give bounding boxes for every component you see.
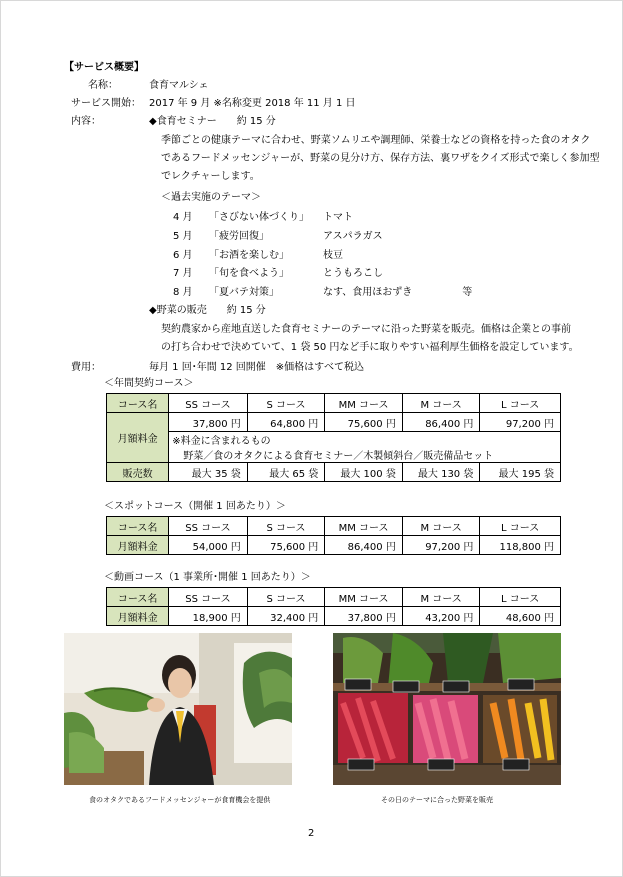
seminar-desc-line: 季節ごとの健康テーマに合わせ、野菜ソムリエや調理師、栄養士などの資格を持った食のオタク	[161, 135, 591, 146]
sales-desc-line: 契約農家から産地直送した食育セミナーのテーマに沿った野菜を販売。価格は企業との事前	[161, 324, 571, 335]
price-cell: 118,800 円	[480, 536, 561, 555]
seminar-desc-line: であるフードメッセンジャーが、野菜の見分け方、保存方法、裏ワザをクイズ形式で楽しく参加型	[161, 153, 600, 164]
section-title: 【サービス概要】	[64, 62, 144, 73]
header-cell: コース名	[107, 394, 169, 413]
seminar-heading: ◆食育セミナー 約 15 分	[149, 116, 276, 127]
sales-cell: 最大 35 袋	[169, 463, 248, 482]
theme-title: 「夏バテ対策」	[209, 287, 279, 298]
seminar-desc-line: でレクチャーします。	[161, 171, 260, 182]
course-cell: MM コース	[325, 394, 403, 413]
table-row	[107, 517, 561, 536]
price-label-cell: 月額料金	[107, 607, 169, 626]
spot-table-title: ＜スポットコース（開催 1 回あたり）＞	[104, 501, 286, 512]
course-cell: S コース	[247, 588, 325, 607]
theme-month: 5 月	[173, 231, 193, 242]
header-cell: コース名	[107, 517, 169, 536]
start-value: 2017 年 9 月 ※名称変更 2018 年 11 月 1 日	[149, 98, 356, 109]
theme-veg: アスパラガス	[323, 231, 383, 242]
note-cell: ※料金に含まれるもの	[169, 432, 561, 448]
course-cell: S コース	[247, 517, 325, 536]
spot-course-table	[106, 516, 561, 555]
theme-veg: 枝豆	[323, 250, 343, 261]
table-row	[107, 463, 561, 482]
price-cell: 75,600 円	[247, 536, 325, 555]
course-cell: SS コース	[169, 588, 248, 607]
theme-title: 「さびない体づくり」	[209, 212, 309, 223]
course-cell: SS コース	[169, 394, 248, 413]
table-row	[107, 413, 561, 432]
table-row	[107, 447, 561, 463]
theme-veg: とうもろこし	[323, 268, 383, 279]
theme-title: 「旬を食べよう」	[209, 268, 289, 279]
sales-cell: 最大 100 袋	[325, 463, 403, 482]
course-cell: L コース	[480, 394, 561, 413]
sales-label-cell: 販売数	[107, 463, 169, 482]
price-cell: 32,400 円	[247, 607, 325, 626]
price-cell: 97,200 円	[480, 413, 561, 432]
fee-value: 毎月 1 回･年間 12 回開催 ※価格はすべて税込	[149, 362, 364, 373]
theme-veg: なす、食用ほおずき 等	[323, 287, 473, 298]
course-cell: M コース	[402, 517, 480, 536]
price-cell: 54,000 円	[169, 536, 248, 555]
course-cell: M コース	[402, 588, 480, 607]
price-cell: 86,400 円	[325, 536, 403, 555]
table-row	[107, 607, 561, 626]
theme-title: 「疲労回復」	[209, 231, 269, 242]
theme-month: 8 月	[173, 287, 193, 298]
theme-month: 6 月	[173, 250, 193, 261]
annual-course-table	[106, 393, 561, 482]
price-cell: 86,400 円	[402, 413, 480, 432]
course-cell: L コース	[480, 517, 561, 536]
note-cell: 野菜／食のオタクによる食育セミナー／木製傾斜台／販売備品セット	[169, 447, 561, 463]
sales-cell: 最大 130 袋	[402, 463, 480, 482]
sales-cell: 最大 65 袋	[247, 463, 325, 482]
price-cell: 48,600 円	[480, 607, 561, 626]
theme-month: 4 月	[173, 212, 193, 223]
price-cell: 18,900 円	[169, 607, 248, 626]
content-label: 内容：	[71, 116, 101, 127]
vegetables-photo	[333, 633, 561, 785]
page-number: 2	[308, 828, 315, 839]
past-themes-title: ＜過去実施のテーマ＞	[161, 192, 261, 203]
video-table-title: ＜動画コース（1 事業所･開催 1 回あたり）＞	[104, 572, 311, 583]
video-course-table	[106, 587, 561, 626]
price-label-cell: 月額料金	[107, 536, 169, 555]
course-cell: L コース	[480, 588, 561, 607]
course-cell: M コース	[402, 394, 480, 413]
sales-desc-line: の打ち合わせで決めていて、1 袋 50 円など手に取りやすい福利厚生価格を設定しています。	[161, 342, 579, 353]
theme-month: 7 月	[173, 268, 193, 279]
price-cell: 37,800 円	[169, 413, 248, 432]
sales-cell: 最大 195 袋	[480, 463, 561, 482]
name-label: 名称：	[88, 80, 118, 91]
table-row	[107, 432, 561, 448]
course-cell: MM コース	[325, 517, 403, 536]
start-label: サービス開始：	[71, 98, 141, 109]
price-cell: 43,200 円	[402, 607, 480, 626]
price-cell: 75,600 円	[325, 413, 403, 432]
table-row	[107, 588, 561, 607]
price-label-cell: 月額料金	[107, 413, 169, 463]
seminar-photo	[64, 633, 292, 785]
price-cell: 64,800 円	[247, 413, 325, 432]
caption-left: 食のオタクであるフードメッセンジャーが食育機会を提供	[89, 796, 271, 804]
table-row	[107, 394, 561, 413]
name-value: 食育マルシェ	[149, 80, 209, 91]
course-cell: MM コース	[325, 588, 403, 607]
fee-label: 費用：	[71, 362, 101, 373]
annual-table-title: ＜年間契約コース＞	[104, 378, 194, 389]
price-cell: 37,800 円	[325, 607, 403, 626]
header-cell: コース名	[107, 588, 169, 607]
course-cell: SS コース	[169, 517, 248, 536]
sales-heading: ◆野菜の販売 約 15 分	[149, 305, 266, 316]
theme-veg: トマト	[323, 212, 353, 223]
course-cell: S コース	[247, 394, 325, 413]
caption-right: その日のテーマに合った野菜を販売	[381, 796, 493, 804]
table-row	[107, 536, 561, 555]
theme-title: 「お酒を楽しむ」	[209, 250, 289, 261]
price-cell: 97,200 円	[402, 536, 480, 555]
